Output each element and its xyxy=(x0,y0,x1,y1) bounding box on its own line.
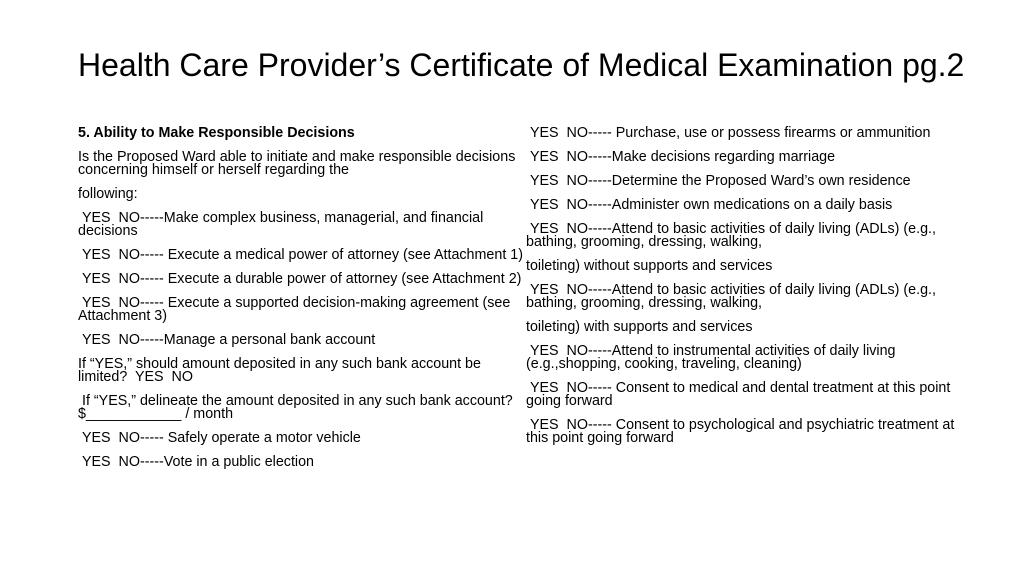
left-text: following: xyxy=(78,186,138,202)
left-yes-no-item[interactable]: YES NO----- Execute a medical power of attorney (see Attachment 1) xyxy=(78,247,523,263)
right-yes-no-item[interactable]: YES NO-----Make decisions regarding marriage xyxy=(526,149,836,165)
left-column xyxy=(78,127,523,480)
left-yes-no-item[interactable]: YES NO-----Make complex business, managerial, and financial decisions xyxy=(78,210,488,239)
right-text: toileting) with supports and services xyxy=(526,319,753,335)
right-column xyxy=(526,125,959,456)
right-yes-no-item[interactable]: YES NO----- Purchase, use or possess firearms or ammunition xyxy=(526,125,931,141)
right-yes-no-item[interactable]: YES NO----- Consent to medical and dental treatment at this point going forward xyxy=(526,380,955,409)
right-yes-no-item[interactable]: YES NO-----Attend to basic activities of daily living (ADLs) (e.g., bathing, grooming, dressing, walking, xyxy=(526,221,940,250)
right-yes-no-item[interactable]: YES NO----- Consent to psychological and psychiatric treatment at this point going forward xyxy=(526,417,959,446)
left-yes-no-item[interactable]: YES NO-----Vote in a public election xyxy=(78,454,315,470)
right-yes-no-item[interactable]: YES NO-----Attend to instrumental activities of daily living (e.g.,shopping, cooking, traveling, cleaning) xyxy=(526,343,900,372)
left-yes-no-item[interactable]: YES NO----- Execute a durable power of attorney (see Attachment 2) xyxy=(78,271,522,287)
left-text: If “YES,” delineate the amount deposited in any such bank account? $____________ / month xyxy=(78,393,517,422)
left-text: Is the Proposed Ward able to initiate and make responsible decisions concerning himself or herself regarding the xyxy=(78,149,520,178)
section-heading: 5. Ability to Make Responsible Decisions xyxy=(78,125,355,141)
page-title: Health Care Provider’s Certificate of Medical Examination pg.2 xyxy=(78,47,965,83)
left-yes-no-item[interactable]: YES NO----- Execute a supported decision-making agreement (see Attachment 3) xyxy=(78,295,514,324)
left-text: If “YES,” should amount deposited in any such bank account be limited? YES NO xyxy=(78,356,485,385)
left-yes-no-item[interactable]: YES NO----- Safely operate a motor vehicle xyxy=(78,430,361,446)
right-text: toileting) without supports and services xyxy=(526,258,773,274)
left-yes-no-item[interactable]: YES NO-----Manage a personal bank account xyxy=(78,332,376,348)
right-yes-no-item[interactable]: YES NO-----Administer own medications on a daily basis xyxy=(526,197,893,213)
right-yes-no-item[interactable]: YES NO-----Determine the Proposed Ward’s own residence xyxy=(526,173,911,189)
right-yes-no-item[interactable]: YES NO-----Attend to basic activities of daily living (ADLs) (e.g., bathing, grooming, dressing, walking, xyxy=(526,282,940,311)
